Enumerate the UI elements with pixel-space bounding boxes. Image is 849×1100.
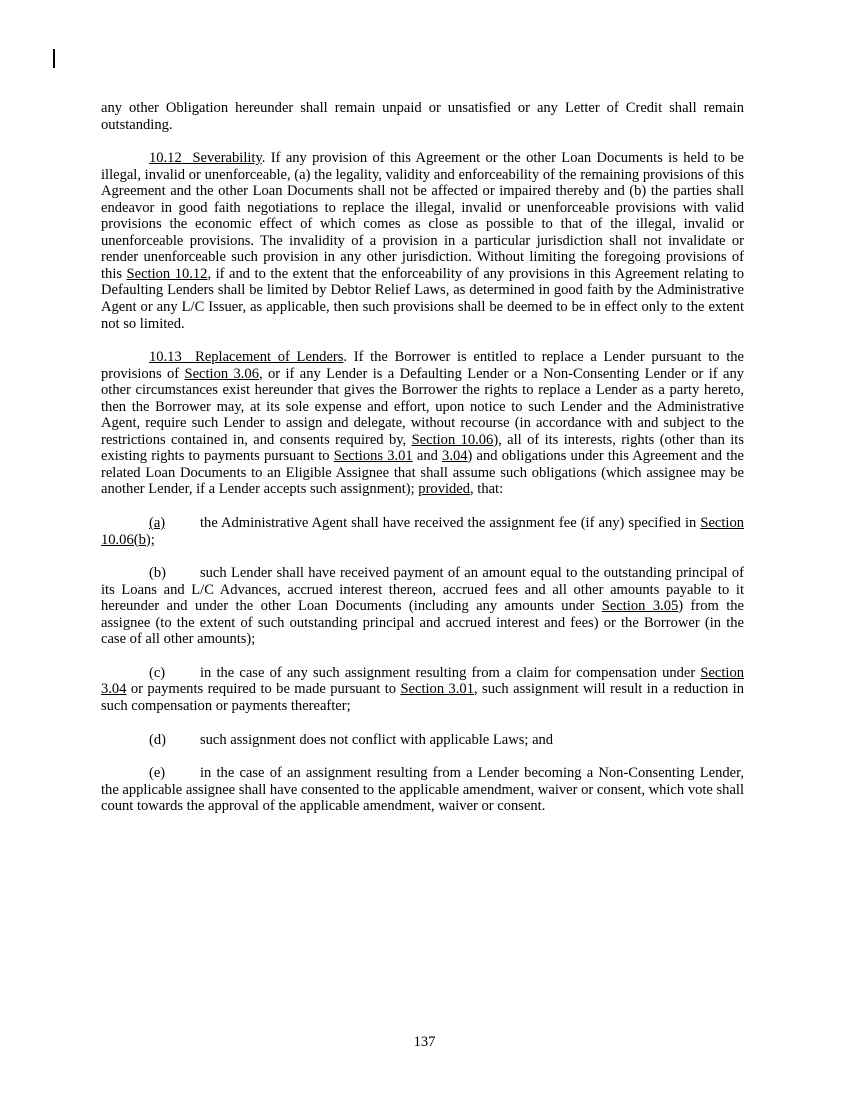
section-10-12-severability: 10.12 Severability. If any provision of this Agreement or the other Loan Documents is held to be illegal, invalid or unenforceable, (a) the legality, validity and enforceability of the remaining provisions of this Agreement and the other Loan Documents shall not be affected or impaired thereby and (b) the parties shall endeavor in good faith negotiations to replace the illegal, invalid or unenforceable provisions with valid provisions the economic effect of which comes as close as possible to that of the illegal, invalid or unenforceable provisions. The invalidity of a provision in a particular jurisdiction shall not invalidate or render unenforceable such provision in any other jurisdiction. Without limiting the foregoing provisions of this Section 10.12, if and to the extent that the enforceability of any provisions in this Agreement relating to Defaulting Lenders shall be limited by Debtor Relief Laws, as determined in good faith by the Administrative Agent or any L/C Issuer, as applicable, then such provisions shall be deemed to be in effect only to the extent not so limited. — [101, 150, 744, 332]
section-title: Replacement of Lenders — [195, 349, 344, 366]
section-reference: Section 10.06(b); — [101, 515, 744, 548]
document-body — [101, 100, 744, 832]
clause-label: (c) — [149, 664, 166, 681]
section-number: 10.12 — [149, 150, 182, 167]
section-reference: Section 10.06 — [411, 431, 494, 448]
clause-b: (b) such Lender shall have received payment of an amount equal to the outstanding principal of its Loans and L/C Advances, accrued interest thereon, accrued fees and all other amounts payable to it hereunder and under the other Loan Documents (including any amounts under Section 3.05) from the assignee (to the extent of such outstanding principal and accrued interest and fees) or the Borrower (in the case of all other amounts); — [101, 565, 744, 648]
clause-e: (e) in the case of an assignment resulting from a Lender becoming a Non-Consenting Lender, the applicable assignee shall have consented to the applicable amendment, waiver or consent, which vote shall count towards the approval of the applicable amendment, waiver or consent. — [101, 765, 744, 815]
clause-label: (e) — [149, 765, 166, 782]
continuation-paragraph: any other Obligation hereunder shall remain unpaid or unsatisfied or any Letter of Credit shall remain outstanding. — [101, 100, 744, 133]
section-title: Severability — [192, 150, 262, 167]
section-10-13-replacement-of-lenders: 10.13 Replacement of Lenders. If the Borrower is entitled to replace a Lender pursuant to the provisions of Section 3.06, or if any Lender is a Defaulting Lender or a Non-Consenting Lender or if any other circumstances exist hereunder that gives the Borrower the rights to replace a Lender as a party hereto, then the Borrower may, at its sole expense and effort, upon notice to such Lender and the Administrative Agent, require such Lender to assign and delegate, without recourse (in accordance with and subject to the restrictions contained in, and consents required by, Section 10.06), all of its interests, rights (other than its existing rights to payments pursuant to Sections 3.01 and 3.04) and obligations under this Agreement and the related Loan Documents to an Eligible Assignee that shall assume such obligations (which assignee may be another Lender, if a Lender accepts such assignment); provided, that: — [101, 349, 744, 498]
section-reference: Sections 3.01 — [333, 448, 413, 465]
clause-a: (a) the Administrative Agent shall have received the assignment fee (if any) specified in Section 10.06(b); — [101, 515, 744, 548]
revision-bar — [53, 49, 55, 68]
clause-c: (c) in the case of any such assignment resulting from a claim for compensation under Section 3.04 or payments required to be made pursuant to Section 3.01, such assignment will result in a reduction in such compensation or payments thereafter; — [101, 664, 744, 714]
provided-term: provided — [418, 481, 471, 498]
page-number: 137 — [413, 1034, 436, 1050]
clause-label: (b) — [149, 565, 166, 582]
section-number: 10.13 — [149, 349, 182, 366]
section-reference: Section 3.04 — [101, 664, 744, 698]
clause-label: (a) — [149, 515, 166, 532]
section-reference: Section 10.12 — [126, 265, 208, 282]
section-reference: Section 3.01 — [400, 681, 474, 698]
section-reference: Section 3.05 — [601, 598, 679, 615]
section-reference: Section 3.06 — [184, 365, 259, 382]
clause-label: (d) — [149, 731, 166, 748]
clause-d: (d) such assignment does not conflict with applicable Laws; and — [149, 731, 554, 748]
section-reference: 3.04 — [442, 448, 468, 465]
